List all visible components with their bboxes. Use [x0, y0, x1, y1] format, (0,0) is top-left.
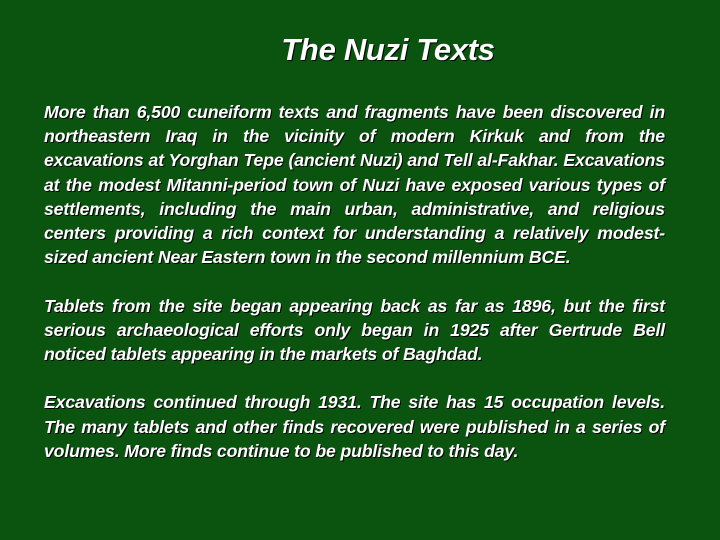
paragraph-excavations: Excavations continued through 1931. The site has 15 occupation levels. The many tablets and other finds recovered were published in a series of volumes. More finds continue to be published to this day. [44, 392, 665, 461]
paragraph-discovery: More than 6,500 cuneiform texts and fragments have been discovered in northeastern Iraq in the vicinity of modern Kirkuk and from the excavations at Yorghan Tepe (ancient Nuzi) and Tell al-Fakhar. Excavations at the modest Mitanni-period town of Nuzi have exposed various types of settlements, including the main urban, administrative, and religious centers providing a rich context for understanding a relatively modest-sized ancient Near Eastern town in the second millennium BCE. [44, 102, 665, 268]
paragraph-history: Tablets from the site began appearing back as far as 1896, but the first serious archaeological efforts only began in 1925 after Gertrude Bell noticed tablets appearing in the markets of Baghdad. [44, 295, 665, 365]
slide-body [44, 100, 665, 463]
slide-title: The Nuzi Texts [281, 32, 495, 67]
